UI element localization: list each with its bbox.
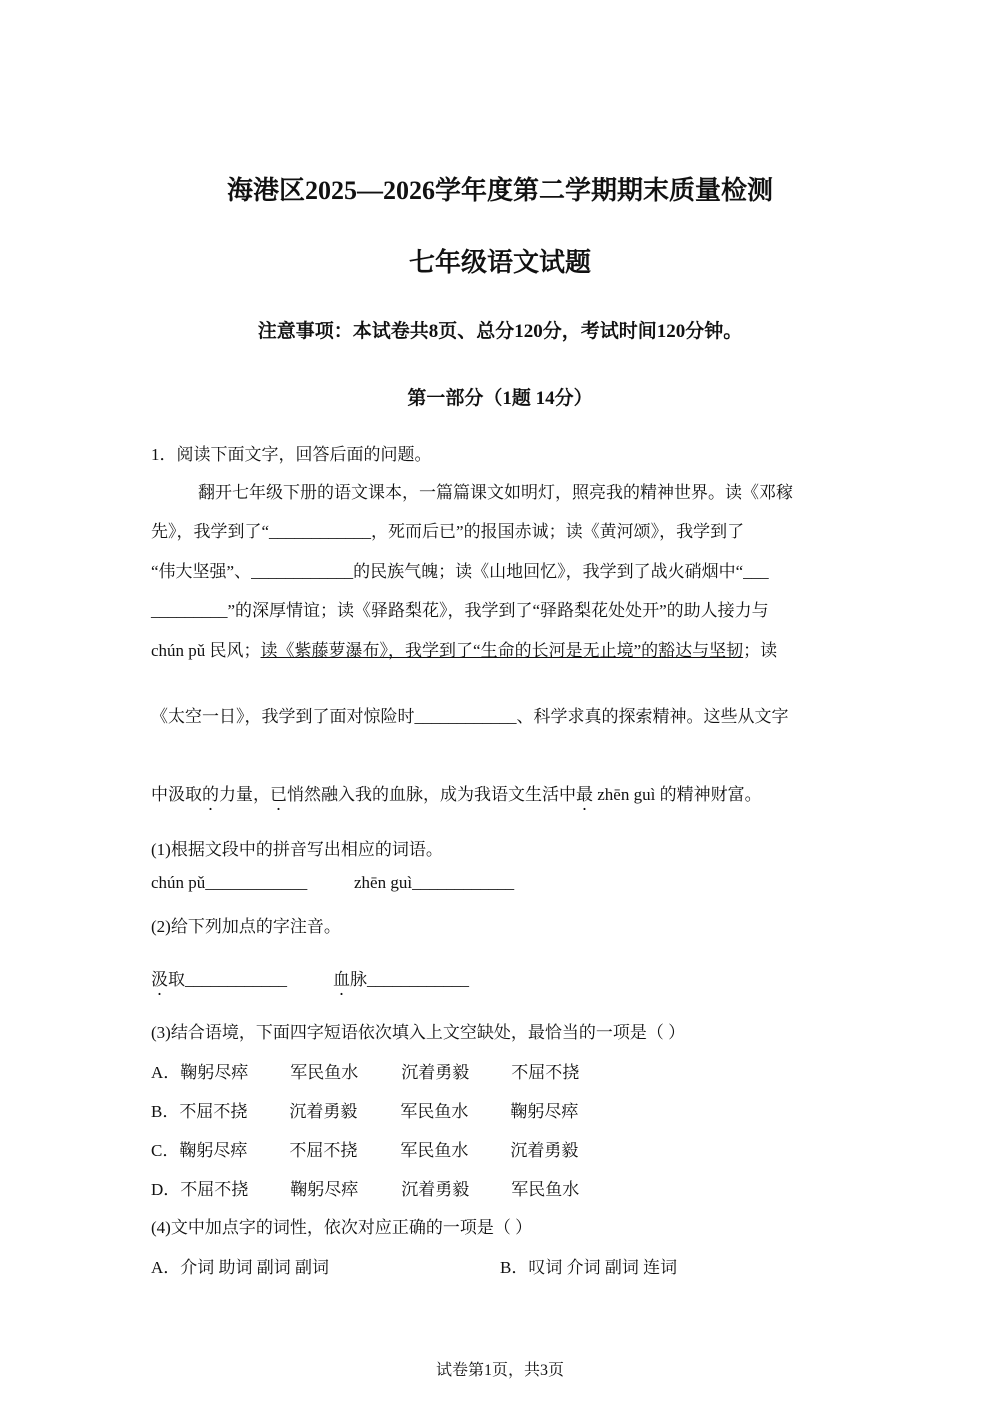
passage-line-3: “伟大坚强”、____________的民族气魄；读《山地回忆》，我学到了战火硝烟中“___ xyxy=(151,562,769,581)
option-item: 鞠躬尽瘁 xyxy=(180,1063,249,1082)
answer-xue[interactable] xyxy=(333,965,469,990)
option-item: 不屈不挠 xyxy=(179,1102,248,1121)
passage-text: 中汲取 xyxy=(151,785,202,804)
option-label: A． xyxy=(151,1063,181,1082)
answer-chunpu[interactable]: chún pǔ____________ xyxy=(151,873,308,892)
answer-zhengui[interactable]: zhēn guì____________ xyxy=(354,873,515,892)
dotted-char: 血 xyxy=(333,970,350,989)
passage-line-6: 《太空一日》，我学到了面对惊险时____________、科学求真的探索精神。这些从文字 xyxy=(151,707,789,726)
option-label: D． xyxy=(151,1180,181,1199)
dotted-char: 汲 xyxy=(151,970,168,989)
pinyin-zhengui: zhēn guì 的精神财富。 xyxy=(593,785,762,804)
option-label: B． xyxy=(151,1102,180,1121)
option-item: 军民鱼水 xyxy=(400,1102,469,1121)
option-item: 鞠躬尽瘁 xyxy=(179,1141,248,1160)
passage-line-2: 先》，我学到了“____________，死而后已”的报国赤诚；读《黄河颂》，我学到了 xyxy=(151,522,745,541)
passage-line-7 xyxy=(151,780,762,805)
option-item: 沉着勇毅 xyxy=(401,1180,470,1199)
option-item: 军民鱼水 xyxy=(400,1141,469,1160)
option-item: 不屈不挠 xyxy=(180,1180,249,1199)
option-item: 沉着勇毅 xyxy=(510,1141,579,1160)
option-item: 不屈不挠 xyxy=(289,1141,358,1160)
sub-question-2: (2)给下列加点的字注音。 xyxy=(151,917,341,936)
passage-line-1: 翻开七年级下册的语文课本，一篇篇课文如明灯，照亮我的精神世界。读《邓稼 xyxy=(198,483,793,502)
exam-notice: 注意事项：本试卷共8页、总分120分，考试时间120分钟。 xyxy=(257,321,743,342)
option-4b[interactable]: B．叹词 介词 副词 连词 xyxy=(500,1258,678,1277)
option-item: 军民鱼水 xyxy=(511,1180,580,1199)
option-3a[interactable] xyxy=(151,1058,579,1083)
passage-text: 力量， xyxy=(219,785,270,804)
sub-question-4: (4)文中加点字的词性，依次对应正确的一项是（ ） xyxy=(151,1218,533,1237)
exam-title: 海港区2025—2026学年度第二学期期末质量检测 xyxy=(226,176,773,205)
sub-question-3: (3)结合语境，下面四字短语依次填入上文空缺处，最恰当的一项是（ ） xyxy=(151,1023,686,1042)
page-footer: 试卷第1页，共3页 xyxy=(435,1362,564,1379)
option-3d[interactable] xyxy=(151,1175,579,1200)
sub-question-1: (1)根据文段中的拼音写出相应的词语。 xyxy=(151,840,443,859)
passage-text: 悄然融入我的血脉，成为我语文生活中 xyxy=(287,785,576,804)
passage-line-4: _________”的深厚情谊；读《驿路梨花》，我学到了“驿路梨花处处开”的助人接力与 xyxy=(151,601,769,620)
option-3c[interactable] xyxy=(151,1136,578,1161)
question-1-intro: 1．阅读下面文字，回答后面的问题。 xyxy=(151,445,432,464)
dotted-char: 的 xyxy=(202,785,219,804)
option-4a[interactable]: A．介词 助词 副词 副词 xyxy=(151,1258,330,1277)
passage-line-5 xyxy=(151,636,777,661)
part-title: 第一部分（1题 14分） xyxy=(407,388,593,409)
answer-blank: 取____________ xyxy=(168,970,287,989)
option-item: 沉着勇毅 xyxy=(289,1102,358,1121)
option-3b[interactable] xyxy=(151,1097,578,1122)
pinyin-chunpu: chún pǔ 民风； xyxy=(151,641,261,660)
exam-subtitle: 七年级语文试题 xyxy=(408,248,591,277)
answer-blank: 脉____________ xyxy=(350,970,469,989)
option-item: 沉着勇毅 xyxy=(401,1063,470,1082)
option-label: C． xyxy=(151,1141,180,1160)
dotted-char: 最 xyxy=(576,785,593,804)
option-item: 鞠躬尽瘁 xyxy=(510,1102,579,1121)
option-item: 军民鱼水 xyxy=(290,1063,359,1082)
answer-ji[interactable] xyxy=(151,965,287,990)
passage-text: ；读 xyxy=(743,641,778,660)
option-item: 不屈不挠 xyxy=(511,1063,580,1082)
underlined-sentence: 读《紫藤萝瀑布》，我学到了“生命的长河是无止境”的豁达与坚韧 xyxy=(260,641,744,660)
option-item: 鞠躬尽瘁 xyxy=(290,1180,359,1199)
dotted-char: 已 xyxy=(270,785,287,804)
